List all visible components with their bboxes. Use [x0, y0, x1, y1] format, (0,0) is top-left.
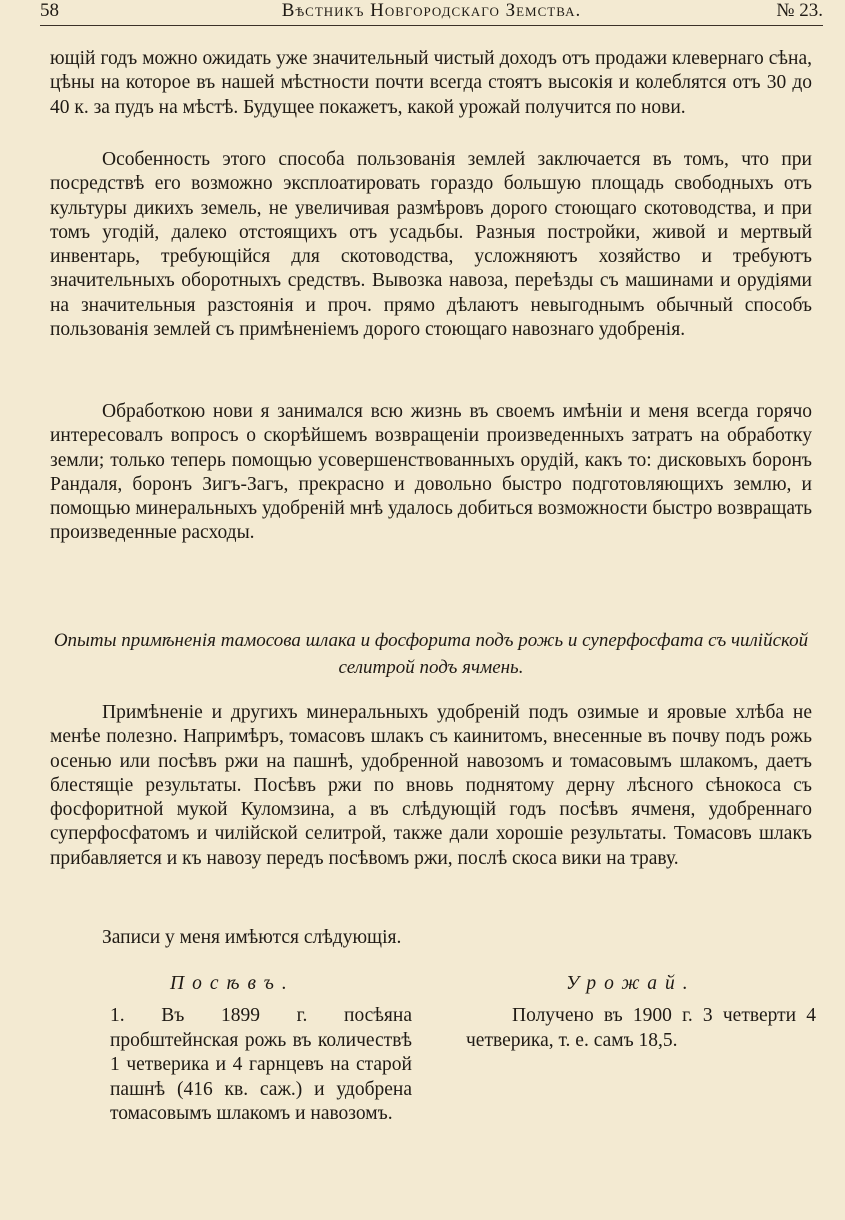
paragraph-4 [50, 701, 812, 871]
page-number: 58 [40, 0, 59, 21]
sowing-record-text: 1. Въ 1899 г. посѣяна пробштейнская рожь въ количествѣ 1 четверика и 4 гарнцевъ на старой пашнѣ (416 кв. саж.) и удобрена томасовымъ шлакомъ и навозомъ. [110, 1005, 412, 1124]
paragraph-text: Особенность этого способа пользованія землей заключается въ томъ, что при посредствѣ его возможно эксплоатировать гораздо большую площадь свободныхъ отъ культуры дикихъ земель, не увеличивая размѣровъ дорого стоющаго скотоводства, и при томъ угодій, далеко отстоящихъ отъ усадьбы. Разныя постройки, живой и мертвый инвентарь, требующійся для скотоводства, усложняютъ хозяйство и требуютъ значительныхъ оборотныхъ средствъ. Вывозка навоза, переѣзды съ машинами и орудіями на значительныя разстоянія и проч. прямо дѣлаютъ невыгоднымъ обычный способъ пользованія землей съ примѣненіемъ дорого стоющаго навознаго удобренія. [50, 149, 812, 341]
issue-number: № 23. [776, 0, 823, 21]
paragraph-text: ющій годъ можно ожидать уже значительный чистый доходъ отъ продажи клевернаго сѣна, цѣны на которое въ нашей мѣстности почти всегда стоятъ высокія и колеблятся отъ 30 до 40 к. за пудъ на мѣстѣ. Будущее покажетъ, какой урожай получится по нови. [50, 48, 812, 118]
paragraph-1 [50, 47, 812, 120]
paragraph-3 [50, 400, 812, 546]
column-heading-harvest: Урожай. [566, 973, 696, 994]
harvest-record-text: Получено въ 1900 г. 3 четверти 4 четверика, т. е. самъ 18,5. [466, 1005, 816, 1051]
harvest-record [466, 1004, 816, 1053]
paragraph-5 [50, 926, 812, 950]
sowing-record [110, 1004, 412, 1127]
running-header [40, 0, 823, 24]
paragraph-text: Записи у меня имѣются слѣдующія. [102, 927, 402, 948]
header-rule [40, 25, 823, 26]
column-heading-sowing: Посѣвъ. [170, 973, 295, 994]
paragraph-2 [50, 148, 812, 342]
paragraph-text: Примѣненіе и другихъ минеральныхъ удобреній подъ озимые и яровые хлѣба не менѣе полезно. Напримѣръ, томасовъ шлакъ съ каинитомъ, внесенные въ почву подъ рожь осенью или посѣвъ ржи на пашнѣ, удобренной навозомъ и томасовымъ шлакомъ, даетъ блестящіе результаты. Посѣвъ ржи по вновь поднятому дерну лѣсного сѣнокоса съ фосфоритной мукой Куломзина, а въ слѣдующій годъ посѣвъ ячменя, удобреннаго суперфосфатомъ и чилійской селитрой, также дали хорошіе результаты. Томасовъ шлакъ прибавляется и къ навозу передъ посѣвомъ ржи, послѣ скоса вики на траву. [50, 702, 812, 869]
journal-title: Вѣстникъ Новгородскаго Земства. [281, 0, 582, 21]
section-heading: Опыты примѣненія тамосова шлака и фосфорита подъ рожь и суперфосфата съ чилійской селитрой подъ ячмень. [53, 630, 809, 678]
paragraph-text: Обработкою нови я занимался всю жизнь въ своемъ имѣніи и меня всегда горячо интересовалъ вопросъ о скорѣйшемъ возвращеніи произведенныхъ затратъ на обработку земли; только теперь помощью усовершенствованныхъ орудій, какъ то: дисковыхъ боронъ Рандаля, боронъ Зигъ-Загъ, прекрасно и довольно быстро подготовляющихъ землю, и помощью минеральныхъ удобреній мнѣ удалось добиться возможности быстро возвращать произведенные расходы. [50, 401, 812, 544]
